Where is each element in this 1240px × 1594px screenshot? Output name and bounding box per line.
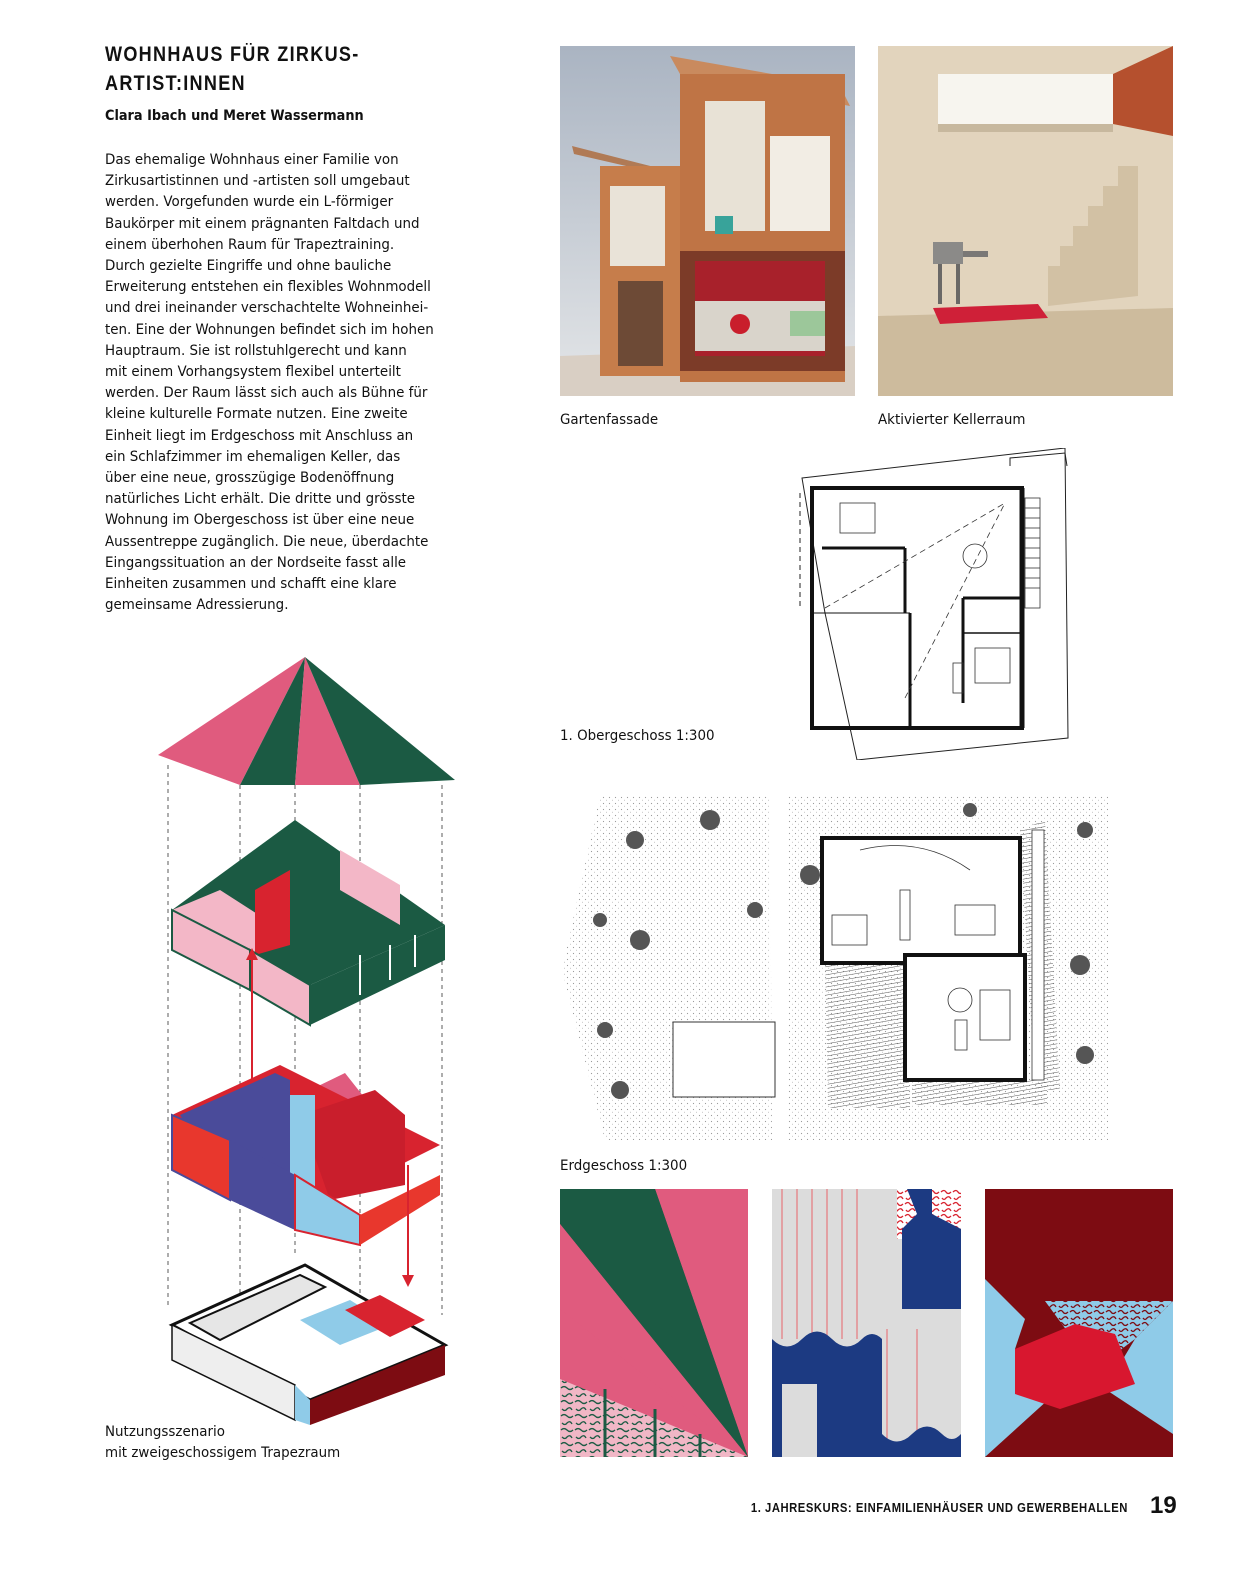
body-line: Das ehemalige Wohnhaus einer Familie von [105, 151, 399, 168]
running-title: 1. JAHRESKURS: EINFAMILIENHÄUSER UND GEWERBEHALLEN [750, 1501, 1128, 1515]
body-line: ten. Eine der Wohnungen befindet sich im hohen [105, 320, 434, 338]
running-footer [751, 1501, 1128, 1515]
pattern-panel-2 [772, 1189, 961, 1457]
body-line: und drei ineinander verschachtelte Wohneinhei- [105, 299, 429, 317]
title-line: WOHNHAUS FÜR ZIRKUS- [105, 43, 360, 66]
body-line: Zirkusartistinnen und -artisten soll umgebaut [105, 172, 410, 190]
caption-axonometric [105, 1421, 340, 1463]
caption-axo-line: Nutzungsszenario [105, 1423, 225, 1440]
body-line: kleine kulturelle Formate nutzen. Eine zweite [105, 405, 408, 423]
authors: Clara Ibach und Meret Wassermann [105, 108, 364, 124]
photo-basement [878, 46, 1173, 396]
caption-basement: Aktivierter Kellerraum [878, 411, 1026, 428]
caption-garden-facade: Gartenfassade [560, 411, 659, 428]
body-line: Erweiterung entstehen ein flexibles Wohnmodell [105, 278, 431, 296]
pattern-panel-1 [560, 1189, 748, 1457]
body-line: Aussentreppe zugänglich. Die neue, überdachte [105, 532, 429, 550]
body-line: über eine neue, grosszügige Bodenöffnung [105, 469, 395, 487]
plan-upper-floor [785, 448, 1105, 760]
body-line: ein Schlafzimmer im ehemaligen Keller, das [105, 447, 401, 465]
body-line: Baukörper mit einem prägnanten Faltdach und [105, 214, 420, 232]
page-number: 19 [1150, 1492, 1177, 1519]
caption-axo-line: mit zweigeschossigem Trapezraum [105, 1444, 341, 1461]
body-line: Hauptraum. Sie ist rollstuhlgerecht und kann [105, 341, 407, 359]
article-title [105, 40, 363, 98]
title-line: ARTIST:INNEN [105, 72, 246, 95]
plan-ground-floor [560, 790, 1112, 1142]
photo-garden-facade [560, 46, 855, 396]
body-line: gemeinsame Adressierung. [105, 596, 289, 614]
body-line: werden. Der Raum lässt sich auch als Bühne für [105, 384, 428, 402]
body-line: Durch gezielte Eingriffe und ohne bauliche [105, 257, 392, 275]
body-line: Einheit liegt im Erdgeschoss mit Anschluss an [105, 426, 414, 444]
pattern-panel-3 [985, 1189, 1173, 1457]
body-line: einem überhohen Raum für Trapeztraining. [105, 235, 395, 253]
body-line: mit einem Vorhangsystem flexibel unterteilt [105, 363, 401, 381]
body-line: natürliches Licht erhält. Die dritte und grösste [105, 490, 416, 508]
body-line: Wohnung im Obergeschoss ist über eine neue [105, 511, 415, 529]
exploded-axonometric [150, 655, 460, 1425]
body-text [105, 149, 434, 615]
body-line: werden. Vorgefunden wurde ein L-förmiger [105, 193, 394, 211]
body-line: Einheiten zusammen und schafft eine klare [105, 575, 397, 593]
body-line: Eingangssituation an der Nordseite fasst alle [105, 553, 407, 571]
caption-ground-floor: Erdgeschoss 1:300 [560, 1157, 688, 1174]
caption-upper-floor: 1. Obergeschoss 1:300 [560, 727, 715, 744]
